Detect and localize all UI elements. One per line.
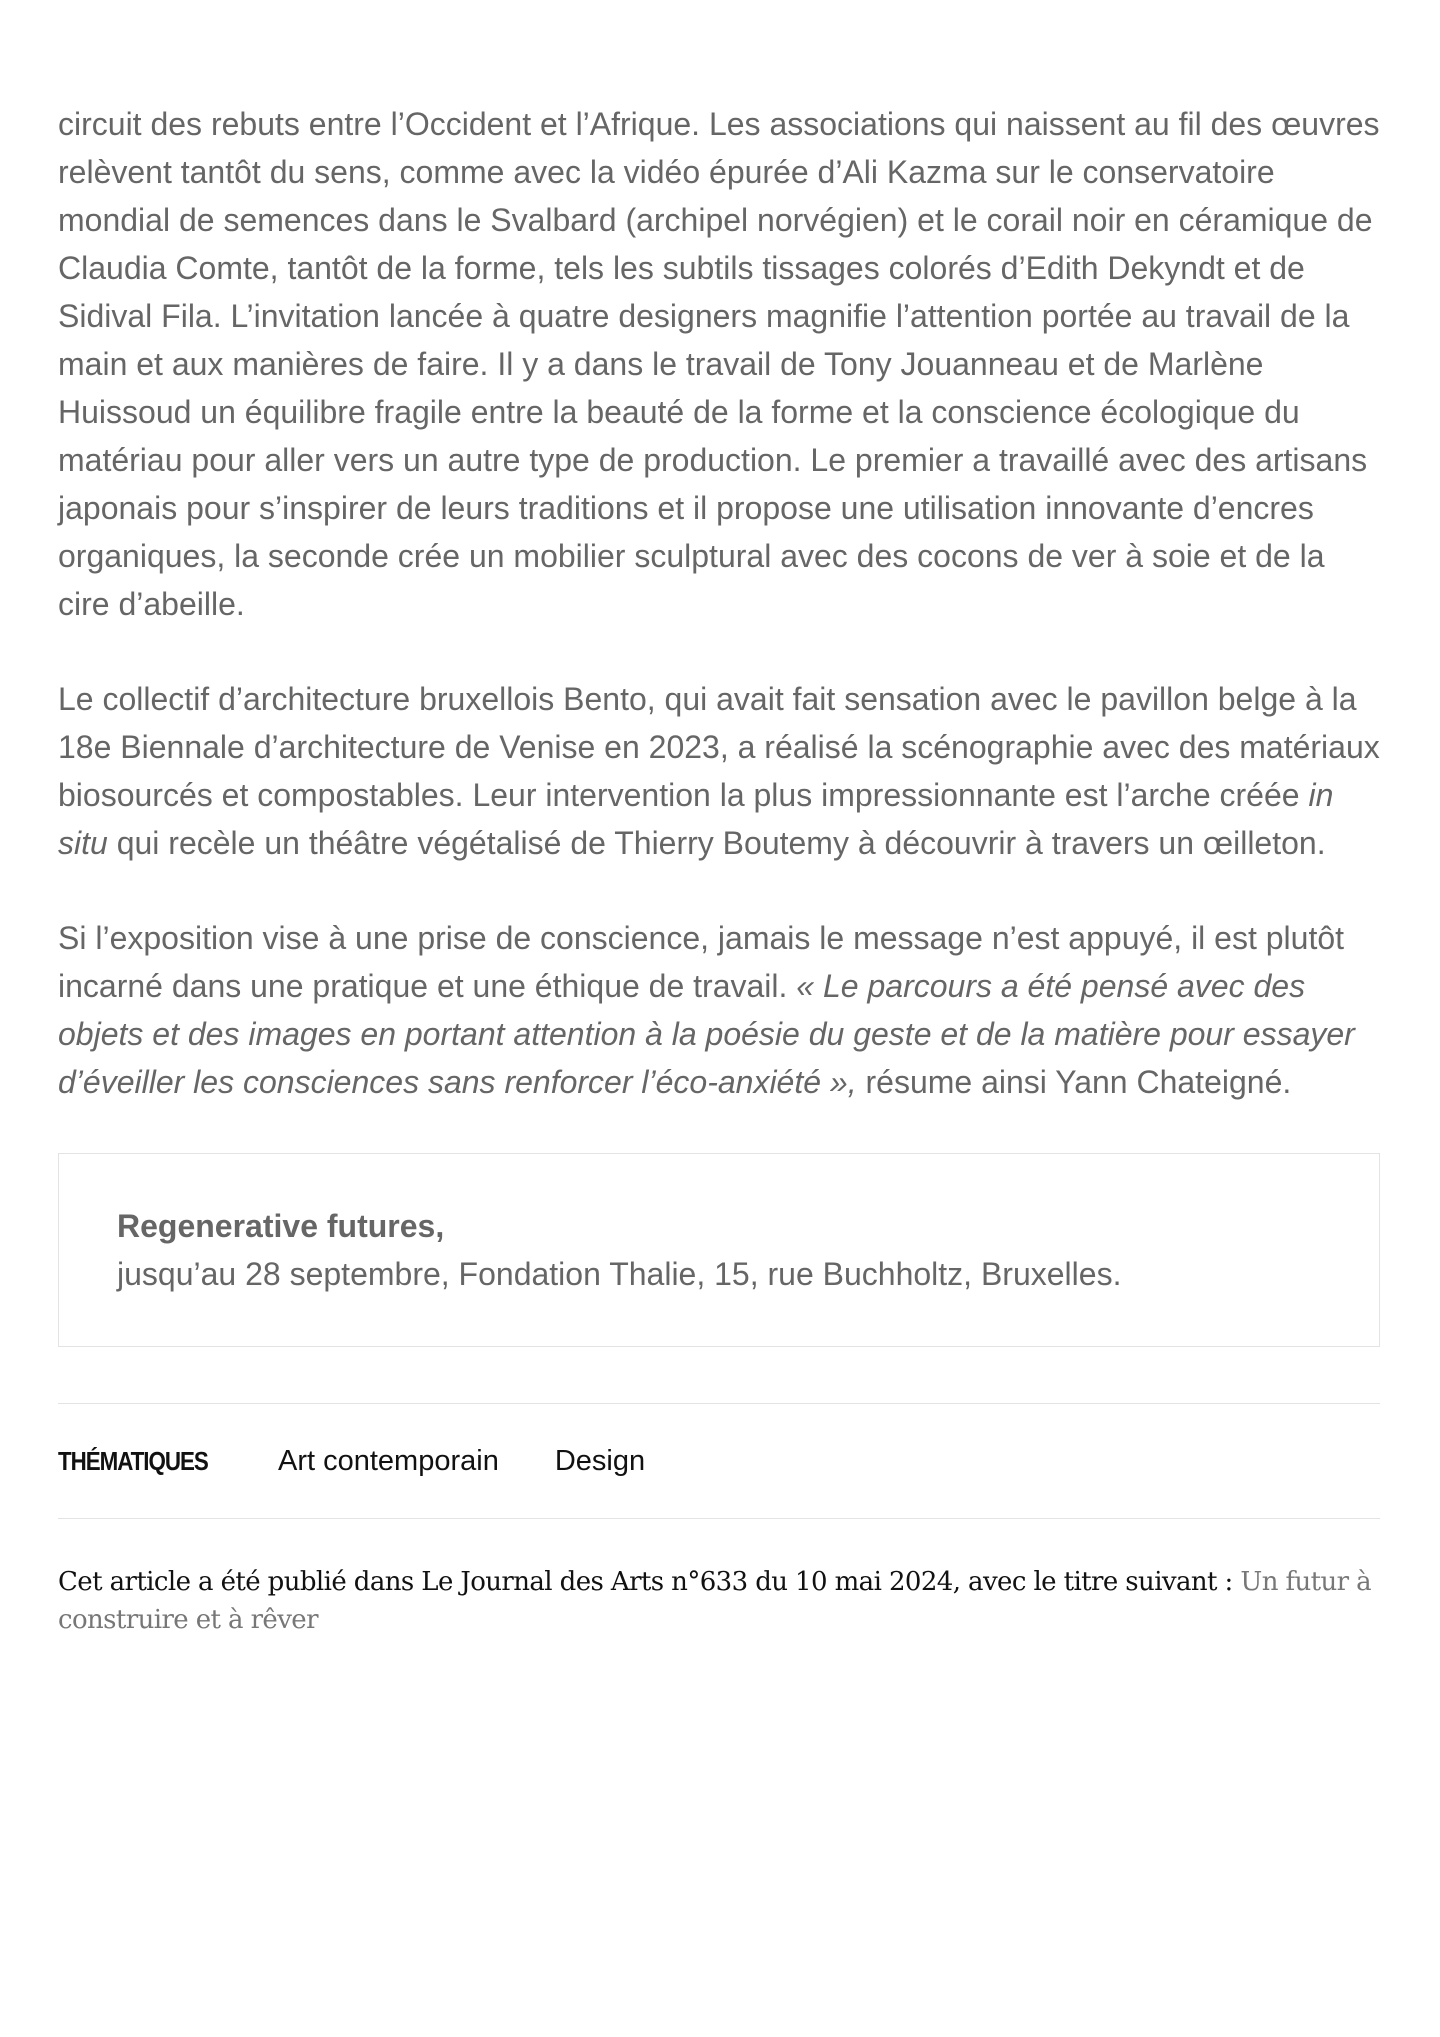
themes-bar bbox=[58, 1403, 1380, 1519]
theme-link-design[interactable]: Design bbox=[554, 1444, 646, 1477]
publication-note-text: Cet article a été publié dans Le Journal des Arts n°633 du 10 mai 2024, avec le titre suivant : bbox=[58, 1567, 1241, 1597]
italic-term: in situ bbox=[58, 777, 1334, 861]
exhibition-title: Regenerative futures, bbox=[117, 1208, 445, 1244]
paragraph-text: Le collectif d’architecture bruxellois Bento, qui avait fait sensation avec le pavillon belge à la 18e Biennale d’architecture de Venise en 2023, a réalisé la scénographie avec des matériaux biosourcés et compostables. Leur intervention la plus impressionnante est l’arche créée bbox=[58, 681, 1380, 813]
quote: « Le parcours a été pensé avec des objets et des images en portant attention à la poésie du geste et de la matière pour essayer d’éveiller les consciences sans renforcer l’éco-anxiété », bbox=[58, 968, 1355, 1100]
original-title-link[interactable]: Un futur à construire et à rêver bbox=[58, 1567, 1372, 1635]
paragraph-text: circuit des rebuts entre l’Occident et l’Afrique. Les associations qui naissent au fil des œuvres relèvent tantôt du sens, comme avec la vidéo épurée d’Ali Kazma sur le conservatoire mondial de semences dans le Svalbard (archipel norvégien) et le corail noir en céramique de Claudia Comte, tantôt de la forme, tels les subtils tissages colorés d’Edith Dekyndt et de Sidival Fila. L’invitation lancée à quatre designers magnifie l’attention portée au travail de la main et aux manières de faire. Il y a dans le travail de Tony Jouanneau et de Marlène Huissoud un équilibre fragile entre la beauté de la forme et la conscience écologique du matériau pour aller vers un autre type de production. Le premier a travaillé avec des artisans japonais pour s’inspirer de leurs traditions et il propose une utilisation innovante d’encres organiques, la seconde crée un mobilier sculptural avec des cocons de ver à soie et de la cire d’abeille. bbox=[58, 106, 1380, 622]
paragraph-text: Si l’exposition vise à une prise de conscience, jamais le message n’est appuyé, il est plutôt incarné dans une pratique et une éthique de travail. bbox=[58, 920, 1345, 1004]
themes-label: THÉMATIQUES bbox=[58, 1445, 208, 1476]
exhibition-info-box bbox=[58, 1153, 1380, 1347]
article-paragraph bbox=[58, 914, 1380, 1106]
article-body bbox=[58, 100, 1380, 1639]
paragraph-text: résume ainsi Yann Chateigné. bbox=[856, 1064, 1292, 1100]
theme-link-art-contemporain[interactable]: Art contemporain bbox=[278, 1444, 499, 1477]
paragraph-text: qui recèle un théâtre végétalisé de Thierry Boutemy à découvrir à travers un œilleton. bbox=[107, 825, 1326, 861]
article-paragraph bbox=[58, 100, 1380, 628]
publication-note bbox=[58, 1563, 1380, 1639]
exhibition-details: jusqu’au 28 septembre, Fondation Thalie, 15, rue Buchholtz, Bruxelles. bbox=[117, 1256, 1122, 1292]
article-paragraph bbox=[58, 675, 1380, 867]
